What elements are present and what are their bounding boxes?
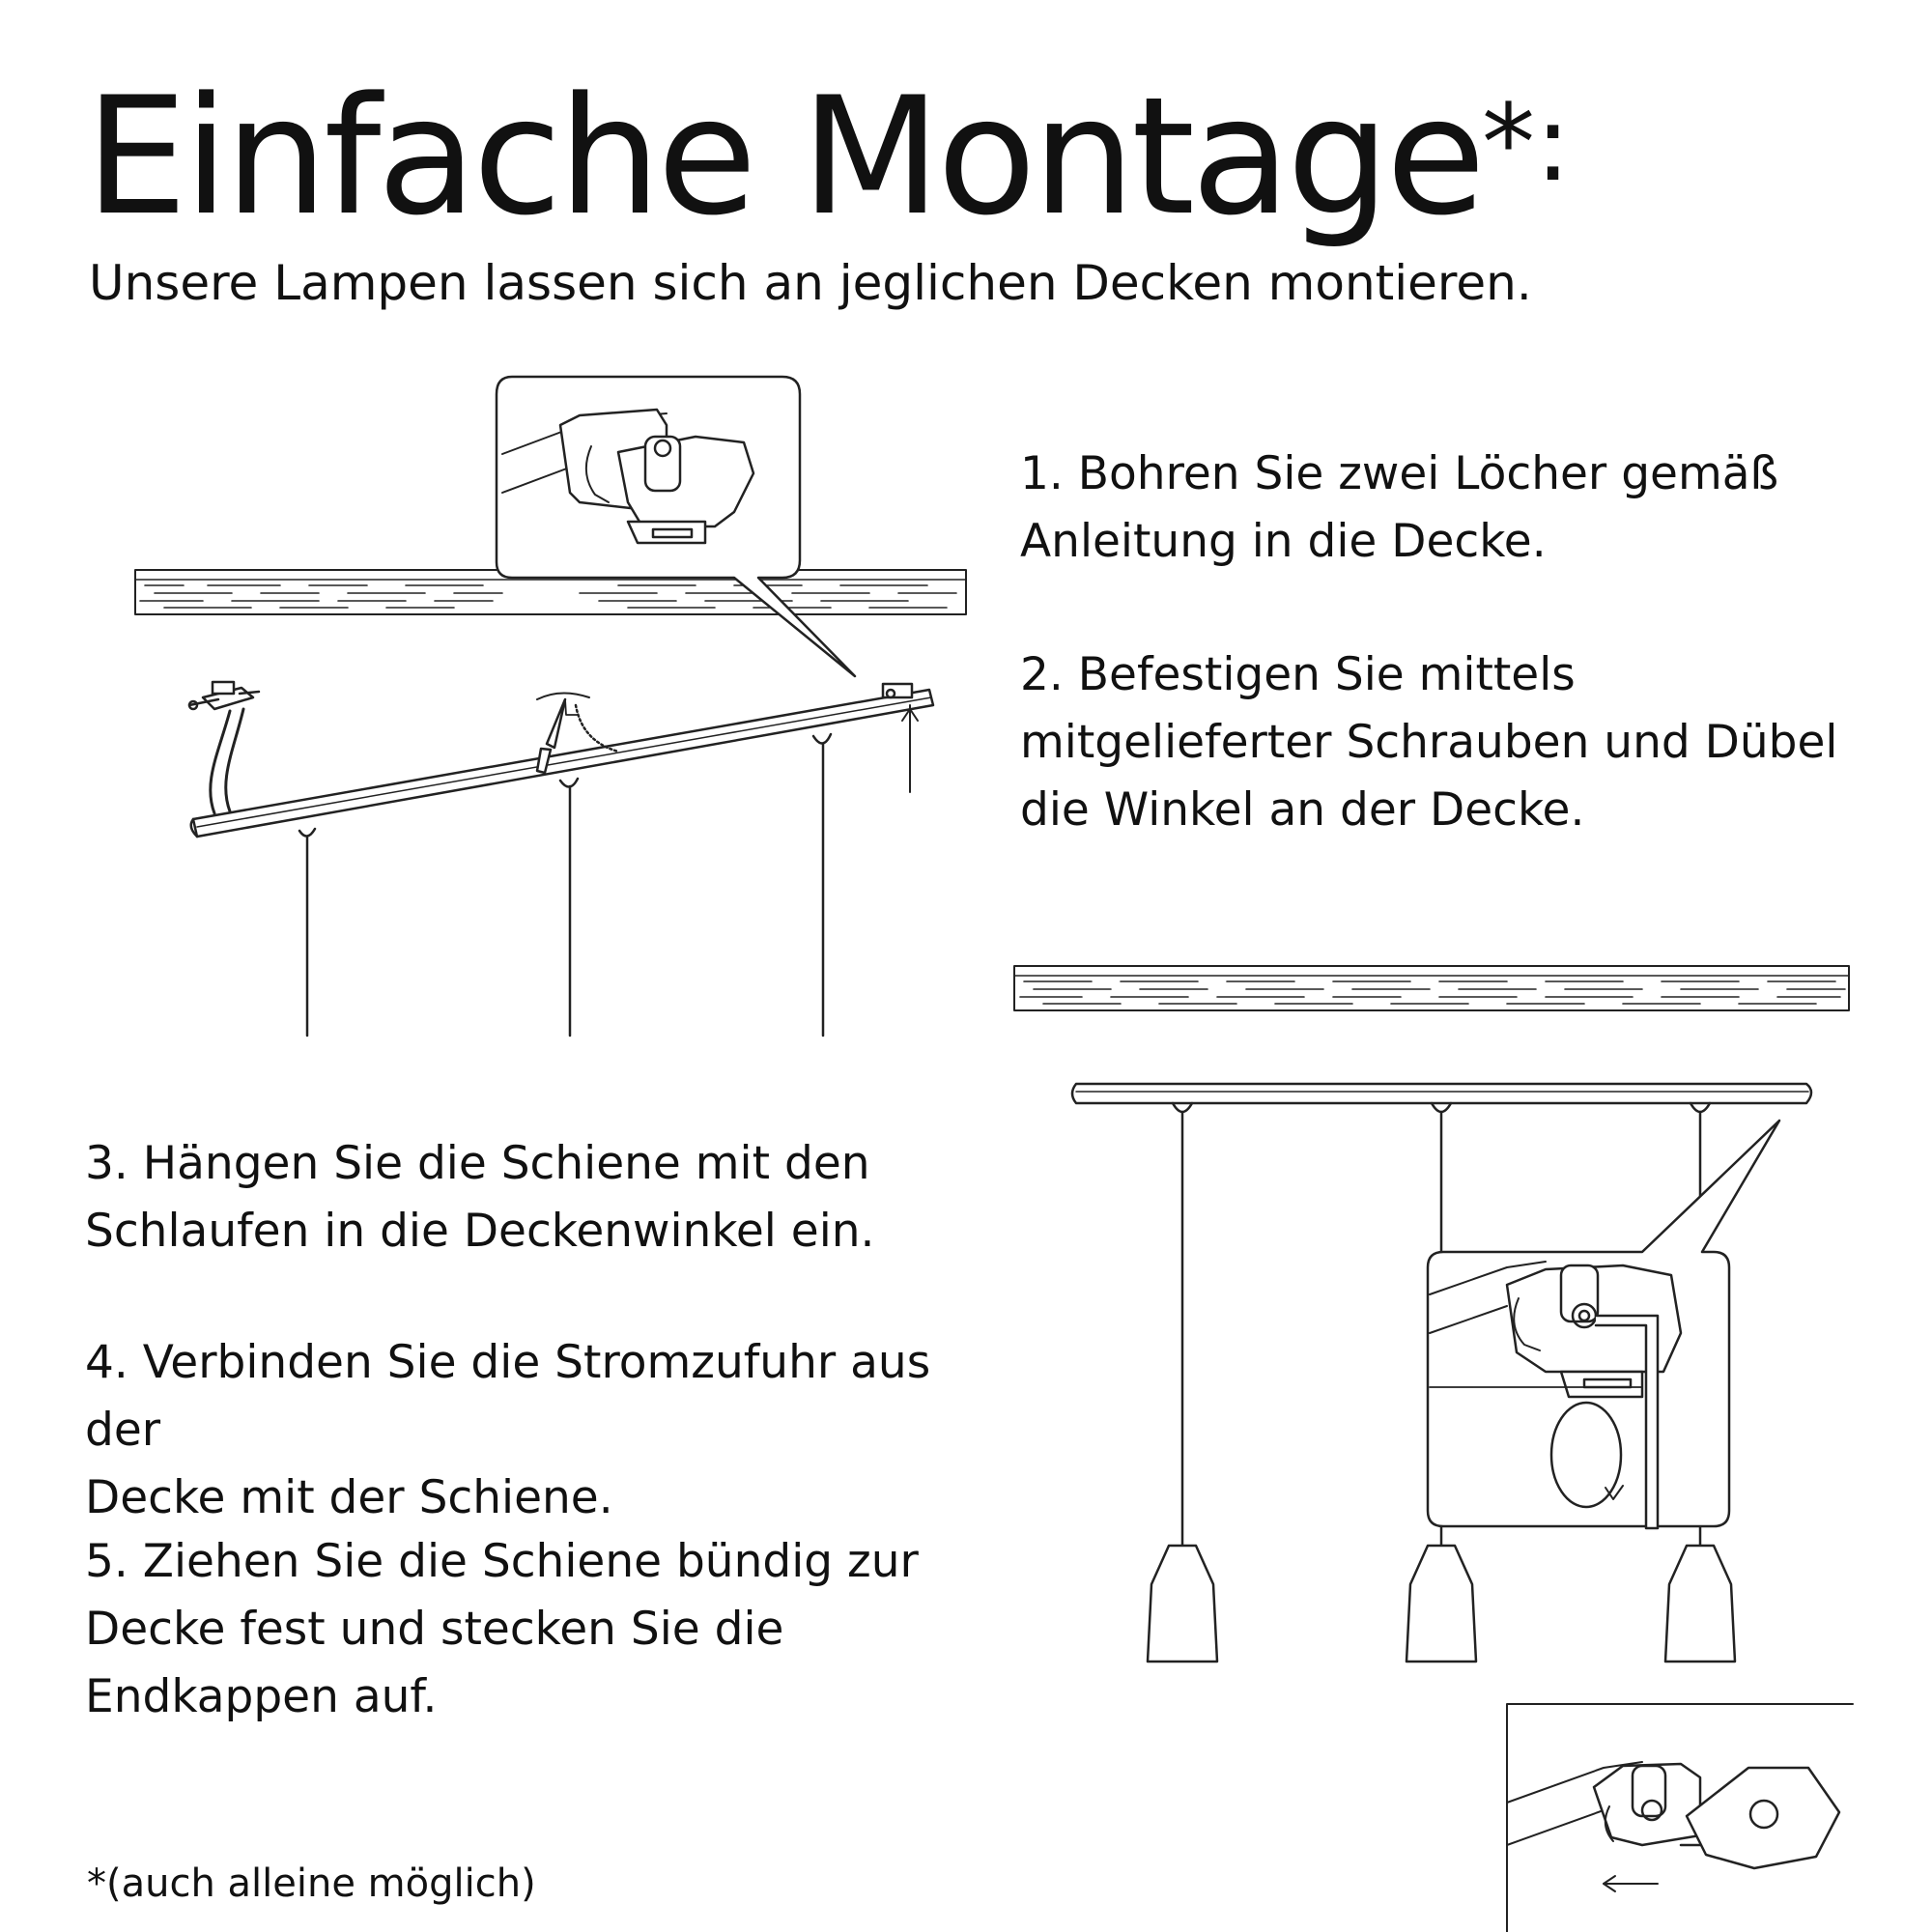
step-1-line-2: Anleitung in die Decke.	[1020, 515, 1547, 568]
ceiling-bracket-left	[189, 682, 259, 813]
page-subtitle: Unsere Lampen lassen sich an jeglichen Decken montieren.	[89, 255, 1532, 311]
step-5-line-2: Decke fest und stecken Sie die	[85, 1603, 784, 1656]
footnote: *(auch alleine möglich)	[87, 1861, 536, 1906]
ceiling-panel-bottom	[1014, 966, 1849, 1010]
step-2-line-1: 2. Befestigen Sie mittels	[1020, 648, 1576, 701]
step-1-line-1: 1. Bohren Sie zwei Löcher gemäß	[1020, 447, 1779, 500]
pendant-cables-tilted	[299, 734, 831, 1036]
detail-endcap	[1507, 1704, 1853, 1932]
step-3-line-2: Schlaufen in die Deckenwinkel ein.	[85, 1205, 875, 1258]
step-4-line-1: 4. Verbinden Sie die Stromzufuhr aus der	[85, 1336, 931, 1457]
step-2-line-2: mitgelieferter Schrauben und Dübel	[1020, 716, 1838, 769]
detail-callout-bracket	[497, 377, 855, 676]
title-main: Einfache Montage	[85, 62, 1483, 251]
step-5-line-3: Endkappen auf.	[85, 1670, 438, 1723]
step-3-line-1: 3. Hängen Sie die Schiene mit den	[85, 1137, 870, 1190]
title-suffix: *:	[1482, 81, 1572, 205]
step-4-line-2: Decke mit der Schiene.	[85, 1471, 613, 1524]
step-2-line-3: die Winkel an der Decke.	[1020, 783, 1585, 837]
detail-callout-screw	[1428, 1121, 1779, 1528]
step-5-line-1: 5. Ziehen Sie die Schiene bündig zur	[85, 1535, 919, 1588]
horizontal-rail	[1072, 1084, 1811, 1103]
